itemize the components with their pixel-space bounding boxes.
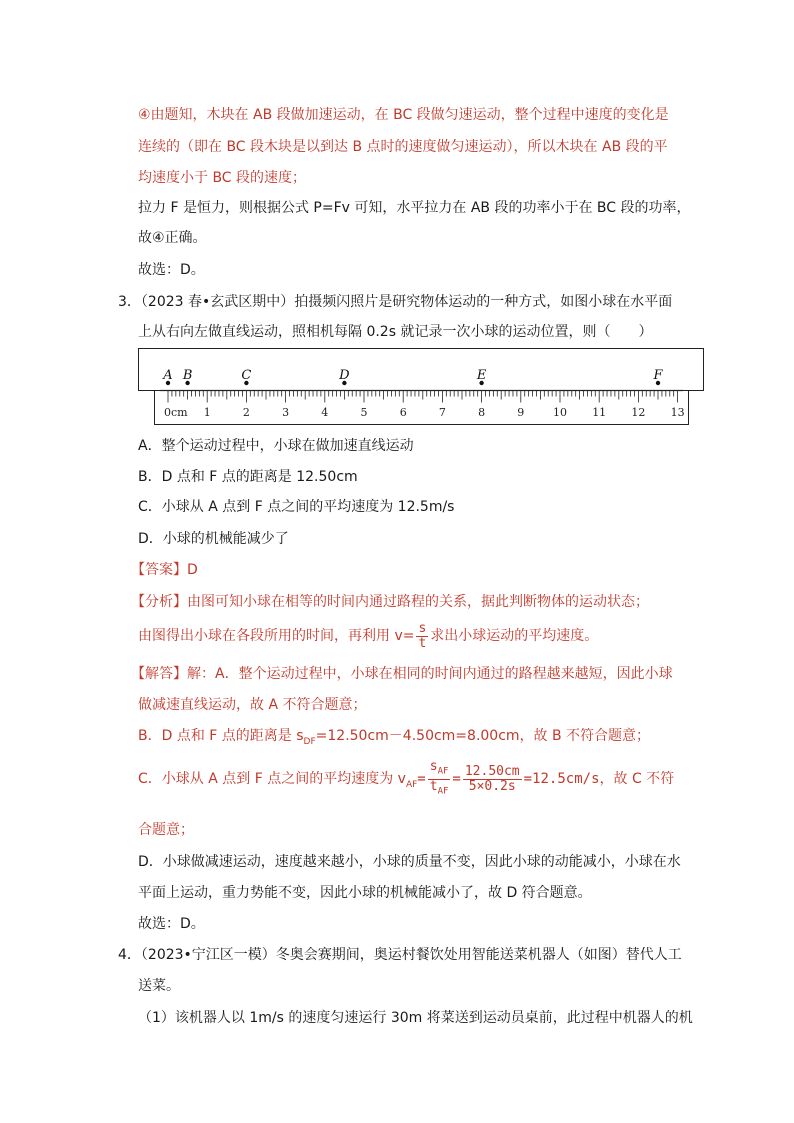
q3-option-a: A．整个运动过程中，小球在做加速直线运动: [138, 438, 414, 454]
point-label-b: B: [182, 368, 193, 383]
ruler-tick-label: 6: [399, 406, 407, 419]
frac-values-den: 5×0.2s: [468, 778, 516, 794]
point-label-d: D: [339, 368, 350, 383]
q3-choose: 故选：D。: [138, 916, 205, 932]
solution-line-3: 均速度小于 BC 段的速度；: [138, 170, 307, 186]
solve-b-rest: =12.50cm－4.50cm=8.00cm，故 B 不符合题意；: [315, 728, 651, 744]
analysis-label: 【分析】: [131, 594, 187, 610]
point-label-f: F: [653, 368, 663, 383]
q3-solve-c-2: 合题意；: [138, 822, 194, 838]
ruler-tick-label: 4: [321, 406, 329, 419]
q3-solve-line-2: 做减速直线运动，故 A 不符合题意；: [138, 697, 367, 713]
solve-c-rest: ，故 C 不符: [599, 771, 675, 788]
ruler-tick-label: 13: [670, 406, 685, 419]
choose-line: 故选：D。: [138, 262, 205, 278]
q3-option-b: B．D 点和 F 点的距离是 12.50cm: [138, 469, 358, 485]
result-value: =12.5cm/s: [523, 771, 600, 788]
q3-analysis-line-1: [131, 592, 649, 612]
equals-sign: =: [417, 771, 426, 788]
fraction-denominator: t: [418, 635, 427, 651]
ruler-tick-label: 0cm: [164, 406, 188, 419]
q3-analysis-line-2: [138, 620, 598, 652]
solve-c-subscript: AF: [405, 779, 418, 790]
analysis-text-2b: 求出小球运动的平均速度。: [430, 628, 599, 644]
q3-stem-line-1: [118, 292, 672, 312]
fraction-s-over-t: [428, 760, 451, 798]
ruler-top-frame: [139, 349, 704, 391]
solve-b-subscript: DF: [303, 736, 316, 747]
q4-stem-line-1: [118, 945, 682, 965]
point-label-c: C: [241, 368, 252, 383]
ruler-tick-label: 1: [203, 406, 211, 419]
fraction-values: [463, 765, 522, 794]
solution-line-2: 连续的（即在 BC 段木块是以到达 B 点时的速度做匀速运动），所以木块在 AB 段的平: [138, 139, 668, 155]
q3-solve-d-2: 平面上运动，重力势能不变，因此小球的机械能减小了，故 D 符合题意。: [138, 885, 592, 901]
solve-text-1: 解：A．整个运动过程中，小球在相同的时间内通过的路程越来越短，因此小球: [187, 666, 673, 682]
q3-solve-d-1: D．小球做减速运动，速度越来越小，小球的质量不变，因此小球的动能减小，小球在水: [138, 854, 681, 870]
analysis-text-1: 由图可知小球在相等的时间内通过路程的关系，据此判断物体的运动状态；: [187, 594, 649, 610]
solve-b-text: B．D 点和 F 点的距离是 s: [138, 728, 304, 744]
ruler-tick-label: 2: [242, 406, 250, 419]
frac-num-s: [428, 760, 451, 780]
solution-line-1: ④由题知，木块在 AB 段做加速运动，在 BC 段做匀速运动，整个过程中速度的变化是: [138, 107, 669, 123]
q4-stem-1: （2023•宁江区一模）冬奥会赛期间，奥运村餐饮处用智能送菜机器人（如图）替代人工: [140, 947, 682, 963]
frac-den-t-symbol: t: [429, 778, 438, 794]
solve-label: 【解答】: [131, 666, 187, 682]
solve-c-text: C．小球从 A 点到 F 点之间的平均速度为 v: [138, 771, 406, 788]
ruler-tick-label: 8: [478, 406, 486, 419]
frac-values-num: 12.50cm: [464, 763, 520, 779]
q4-number: 4．: [118, 947, 141, 963]
frac-den-t-sub: AF: [437, 786, 449, 797]
q3-option-c: C．小球从 A 点到 F 点之间的平均速度为 12.5m/s: [138, 499, 455, 515]
velocity-fraction: [416, 622, 428, 651]
q4-sub-1: （1）该机器人以 1m/s 的速度匀速运行 30m 将菜送到运动员桌前，此过程中机器人的机: [138, 1010, 693, 1026]
ruler-tick-label: 10: [553, 406, 567, 419]
point-label-a: A: [163, 368, 173, 383]
q3-solve-b: [138, 726, 650, 752]
solution-line-5: 故④正确。: [138, 230, 207, 246]
ruler-figure: [138, 348, 706, 428]
ruler-tick-label: 7: [438, 406, 446, 419]
equals-sign-2: =: [452, 771, 461, 788]
point-label-e: E: [476, 368, 487, 383]
q3-number: 3．: [118, 294, 141, 310]
q4-stem-2: 送菜。: [138, 978, 180, 994]
q3-solve-c: [138, 760, 674, 803]
q3-stem-2: 上从右向左做直线运动，照相机每隔 0.2s 就记录一次小球的运动位置，则（ ）: [138, 324, 653, 340]
frac-den-t: [428, 780, 451, 799]
q3-answer: 【答案】D: [131, 562, 198, 578]
ruler-tick-label: 5: [360, 406, 368, 419]
q3-option-d: D．小球的机械能减少了: [138, 531, 289, 547]
solution-line-4: 拉力 F 是恒力，则根据公式 P=Fv 可知，水平拉力在 AB 段的功率小于在 BC 段的功率，: [138, 200, 691, 216]
frac-num-s-sub: AF: [437, 766, 449, 777]
analysis-text-2a: 由图得出小球在各段所用的时间，再利用 v=: [138, 628, 415, 644]
ruler-tick-label: 9: [517, 406, 525, 419]
frac-num-s-symbol: s: [429, 759, 438, 774]
q3-stem-1: （2023 春•玄武区期中）拍摄频闪照片是研究物体运动的一种方式，如图小球在水平面: [140, 294, 673, 310]
q3-solve-line-1: [131, 664, 673, 684]
fraction-numerator: s: [418, 620, 427, 636]
ruler-tick-label: 12: [631, 406, 646, 419]
ruler-tick-label: 3: [282, 406, 290, 419]
ruler-tick-label: 11: [592, 406, 607, 419]
